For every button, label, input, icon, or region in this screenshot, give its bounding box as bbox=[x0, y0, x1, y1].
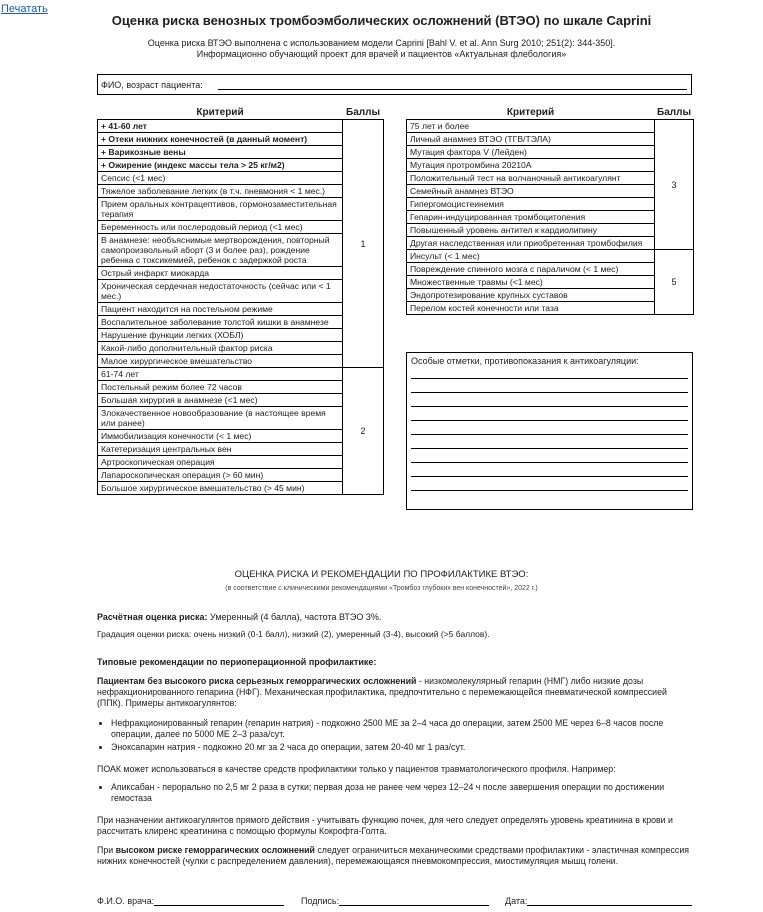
criterion-row[interactable] bbox=[98, 368, 384, 381]
criterion-row[interactable] bbox=[407, 237, 694, 250]
special-notes-box[interactable] bbox=[406, 352, 693, 510]
criterion-text: Большое хирургическое вмешательство (> 45 мин) bbox=[98, 482, 343, 495]
criterion-text: Воспалительное заболевание толстой кишки в анамнезе bbox=[98, 316, 343, 329]
criterion-row[interactable] bbox=[98, 394, 384, 407]
criterion-text: Гепарин-индуцированная тромбоцитопения bbox=[407, 211, 655, 224]
criterion-text: Сепсис (<1 мес) bbox=[98, 172, 343, 185]
criterion-row[interactable] bbox=[407, 198, 694, 211]
criterion-text: Постельный режим более 72 часов bbox=[98, 381, 343, 394]
criterion-row[interactable] bbox=[98, 456, 384, 469]
criterion-text: Иммобилизация конечности (< 1 мес) bbox=[98, 430, 343, 443]
criterion-text: + Варикозные вены bbox=[98, 146, 343, 159]
criterion-text: Хроническая сердечная недостаточность (сейчас или < 1 мес.) bbox=[98, 280, 343, 303]
patient-fio-field[interactable] bbox=[97, 74, 692, 95]
criterion-row[interactable] bbox=[98, 172, 384, 185]
criterion-text: + Отеки нижних конечностей (в данный момент) bbox=[98, 133, 343, 146]
criterion-text: Большая хирургия в анамнезе (<1 мес) bbox=[98, 394, 343, 407]
subtitle-reference: Оценка риска ВТЭО выполнена с использованием модели Caprini [Bahl V. et al. Ann Surg 2010; 251(2): 344-350]. bbox=[147, 38, 616, 48]
criterion-text: + 41-60 лет bbox=[98, 120, 343, 133]
list-item: • Апиксабан - перорально по 2,5 мг 2 раза в сутки; первая доза не ранее чем через 12–24 ч после завершения операции по достижении гемостаза bbox=[111, 782, 707, 804]
criterion-text: Нарушение функции легких (ХОБЛ) bbox=[98, 329, 343, 342]
header-points: Баллы bbox=[346, 107, 380, 118]
criterion-text: Другая наследственная или приобретенная тромбофилия bbox=[407, 237, 655, 250]
risk-estimate bbox=[97, 612, 693, 623]
anticoagulant-list bbox=[97, 718, 707, 755]
criterion-row[interactable] bbox=[98, 280, 384, 303]
criterion-row[interactable] bbox=[98, 146, 384, 159]
criterion-row[interactable] bbox=[98, 482, 384, 495]
criterion-text: 75 лет и более bbox=[407, 120, 655, 133]
notes-line bbox=[411, 448, 688, 449]
criterion-text: Катетеризация центральных вен bbox=[98, 443, 343, 456]
points-cell: 2 bbox=[343, 368, 384, 495]
section-subtitle: (в соответствие с клиническими рекомендациями «Тромбоз глубоких вен конечностей», 2022 г.) bbox=[225, 585, 538, 592]
criterion-row[interactable] bbox=[407, 172, 694, 185]
criterion-row[interactable] bbox=[98, 159, 384, 172]
criterion-text: В анамнезе: необъяснимые мертворождения, повторный самопроизвольный аборт (3 и более раз), рождение ребенка с токсикемией, ребенок с задержкой роста bbox=[98, 234, 343, 267]
criterion-row[interactable] bbox=[407, 224, 694, 237]
doctor-name-line bbox=[154, 905, 284, 906]
risk-value: Умеренный (4 балла), частота ВТЭО 3%. bbox=[210, 612, 382, 622]
criterion-row[interactable] bbox=[407, 120, 694, 133]
header-criterion: Критерий bbox=[506, 107, 555, 118]
criterion-row[interactable] bbox=[98, 133, 384, 146]
criterion-row[interactable] bbox=[407, 133, 694, 146]
criterion-text: Личный анамнез ВТЭО (ТГВ/ТЭЛА) bbox=[407, 133, 655, 146]
notes-line bbox=[411, 476, 688, 477]
criterion-text: Пациент находится на постельном режиме bbox=[98, 303, 343, 316]
criterion-row[interactable] bbox=[407, 302, 694, 315]
criterion-row[interactable] bbox=[98, 221, 384, 234]
para1-text: - низкомолекулярный гепарин (НМГ) либо низкие дозы нефракционированного гепарина (НФГ). Механическая профилактика, предпочтительно с перемежающейся пневматической компрессией (ППК). Примеры антикоагулянтов: bbox=[97, 676, 667, 708]
criterion-text: Повреждение спинного мозга с параличом (< 1 мес) bbox=[407, 263, 655, 276]
criterion-row[interactable] bbox=[98, 469, 384, 482]
criterion-text: Беременность или послеродовый период (<1 мес) bbox=[98, 221, 343, 234]
criterion-text: Повышенный уровень антител к кардиолипину bbox=[407, 224, 655, 237]
criterion-text: Положительный тест на волчаночный антикоагулянт bbox=[407, 172, 655, 185]
criterion-text: Злокачественное новообразование (в настоящее время или ранее) bbox=[98, 407, 343, 430]
recommendation-paragraph-4 bbox=[97, 845, 693, 867]
signature-line bbox=[339, 905, 489, 906]
signature-field[interactable] bbox=[301, 896, 489, 906]
para4-text: следует ограничиться механическими средствами профилактики - эластичная компрессия нижних конечностей (чулки с распределением давления), перемежающаяся пневмокомпрессия, миостимуляция мышц голени. bbox=[97, 845, 690, 866]
criterion-row[interactable] bbox=[98, 329, 384, 342]
criterion-row[interactable] bbox=[98, 234, 384, 267]
notes-line bbox=[411, 490, 688, 491]
signature-label: Подпись: bbox=[301, 896, 340, 906]
list-item: • Эноксапарин натрия - подкожно 20 мг за 2 часа до операции, затем 20-40 мг 1 раз/сут. bbox=[111, 742, 707, 753]
header-criterion: Критерий bbox=[196, 107, 244, 118]
recommendation-paragraph-3: При назначении антикоагулянтов прямого действия - учитывать функцию почек, для чего следует определять уровень креатинина в крови и рассчитать клиренс креатинина с помощью формулы Кокрофта-Голта. bbox=[97, 815, 673, 836]
recommendation-paragraph-2: ПОАК может использоваться в качестве средств профилактики только у пациентов травматологического профиля. Например: bbox=[97, 764, 616, 774]
points-cell: 3 bbox=[655, 120, 694, 250]
header-points: Баллы bbox=[657, 107, 691, 118]
criterion-text: Мутация протромбина 20210А bbox=[407, 159, 655, 172]
criterion-row[interactable] bbox=[407, 159, 694, 172]
para1-bold: Пациентам без высокого риска серьезных геморрагических осложнений bbox=[97, 676, 417, 686]
date-field[interactable] bbox=[505, 896, 692, 906]
risk-gradation: Градация оценки риска: очень низкий (0-1 балл), низкий (2), умеренный (3-4), высокий (>5 баллов). bbox=[97, 629, 490, 639]
criterion-row[interactable] bbox=[407, 250, 694, 263]
notes-line bbox=[411, 378, 688, 379]
special-notes-label: Особые отметки, противопоказания к антикоагуляции: bbox=[411, 356, 639, 366]
criterion-text: Эндопротезирование крупных суставов bbox=[407, 289, 655, 302]
criterion-row[interactable] bbox=[407, 289, 694, 302]
para4-bold: высоком риске геморрагических осложнений bbox=[115, 845, 315, 855]
criterion-row[interactable] bbox=[407, 146, 694, 159]
criterion-text: Малое хирургическое вмешательство bbox=[98, 355, 343, 368]
para4-prefix: При bbox=[97, 845, 116, 855]
criterion-row[interactable] bbox=[98, 316, 384, 329]
criterion-text: Тяжелое заболевание легких (в т.ч. пневмония < 1 мес.) bbox=[98, 185, 343, 198]
criterion-row[interactable] bbox=[98, 443, 384, 456]
criterion-text: Семейный анамнез ВТЭО bbox=[407, 185, 655, 198]
recommendation-paragraph-1 bbox=[97, 676, 693, 709]
criterion-row[interactable] bbox=[98, 355, 384, 368]
criterion-row[interactable] bbox=[407, 263, 694, 276]
print-link[interactable]: Печатать bbox=[1, 3, 48, 15]
criterion-row[interactable] bbox=[98, 185, 384, 198]
criterion-text: Перелом костей конечности или таза bbox=[407, 302, 655, 315]
doctor-name-field[interactable] bbox=[97, 896, 284, 906]
date-line bbox=[527, 905, 692, 906]
criteria-table-left bbox=[97, 106, 384, 495]
criterion-row[interactable] bbox=[98, 381, 384, 394]
patient-fio-line bbox=[218, 89, 687, 90]
criterion-row[interactable] bbox=[98, 342, 384, 355]
criteria-table-right bbox=[406, 106, 694, 315]
criterion-row[interactable] bbox=[407, 185, 694, 198]
criterion-row[interactable] bbox=[98, 198, 384, 221]
date-label: Дата: bbox=[505, 896, 528, 906]
doctor-name-label: Ф.И.О. врача: bbox=[97, 896, 155, 906]
criterion-row[interactable] bbox=[98, 303, 384, 316]
notes-line bbox=[411, 462, 688, 463]
notes-line bbox=[411, 392, 688, 393]
criterion-row[interactable] bbox=[407, 276, 694, 289]
notes-line bbox=[411, 420, 688, 421]
criterion-row[interactable] bbox=[98, 120, 384, 133]
criterion-text: Инсульт (< 1 мес) bbox=[407, 250, 655, 263]
criterion-text: Артроскопическая операция bbox=[98, 456, 343, 469]
criterion-text: Острый инфаркт миокарда bbox=[98, 267, 343, 280]
notes-line bbox=[411, 406, 688, 407]
patient-fio-label: ФИО, возраст пациента: bbox=[101, 80, 203, 90]
criterion-text: Множественные травмы (<1 мес) bbox=[407, 276, 655, 289]
criterion-row[interactable] bbox=[98, 430, 384, 443]
notes-line bbox=[411, 434, 688, 435]
criterion-text: Мутация фактора V (Лейден) bbox=[407, 146, 655, 159]
criterion-row[interactable] bbox=[98, 407, 384, 430]
criterion-text: Лапароскопическая операция (> 60 мин) bbox=[98, 469, 343, 482]
subtitle-project: Информационно обучающий проект для врачей и пациентов «Актуальная флебология» bbox=[196, 49, 567, 59]
section-title: ОЦЕНКА РИСКА И РЕКОМЕНДАЦИИ ПО ПРОФИЛАКТИКЕ ВТЭО: bbox=[234, 569, 529, 580]
recommendations-title: Типовые рекомендации по периоперационной профилактике: bbox=[97, 657, 377, 667]
criterion-text: + Ожирение (индекс массы тела > 25 кг/м2) bbox=[98, 159, 343, 172]
doac-list bbox=[97, 782, 707, 806]
criterion-text: Прием оральных контрацептивов, гормонозаместительная терапия bbox=[98, 198, 343, 221]
list-item: • Нефракционированный гепарин (гепарин натрия) - подкожно 2500 МЕ за 2–4 часа до операции, затем 2500 МЕ через 6–8 часов после операции, далее по 5000 МЕ 2–3 раза/сут. bbox=[111, 718, 707, 740]
risk-label: Расчётная оценка риска: bbox=[97, 612, 208, 622]
page-title: Оценка риска венозных тромбоэмболических осложнений (ВТЭО) по шкале Caprini bbox=[111, 13, 652, 28]
points-cell: 5 bbox=[655, 250, 694, 315]
criterion-row[interactable] bbox=[98, 267, 384, 280]
points-cell: 1 bbox=[343, 120, 384, 368]
criterion-text: 61-74 лет bbox=[98, 368, 343, 381]
criterion-text: Гипергомоцистеинемия bbox=[407, 198, 655, 211]
criterion-text: Какой-либо дополнительный фактор риска bbox=[98, 342, 343, 355]
criterion-row[interactable] bbox=[407, 211, 694, 224]
